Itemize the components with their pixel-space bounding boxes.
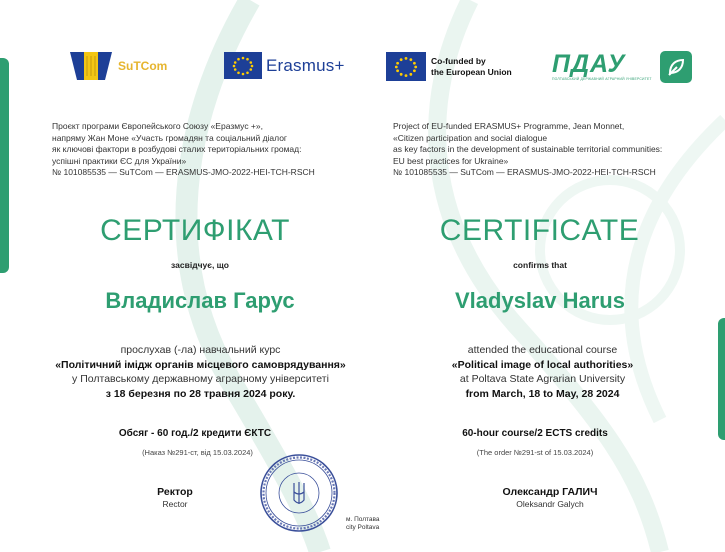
university-line-en: at Poltava State Agrarian University	[459, 373, 626, 385]
university-seal-stamp	[258, 452, 340, 534]
course-dates-ua: з 18 березня по 28 травня 2024 року.	[105, 387, 296, 400]
project-en-line: EU best practices for Ukraine»	[393, 155, 509, 166]
course-title-en: «Political image of local authorities»	[451, 358, 634, 371]
eu-flag-icon	[386, 52, 426, 81]
recipient-name-en: Vladyslav Harus	[455, 288, 625, 313]
signatory-name: Олександр ГАЛИЧ	[502, 486, 598, 498]
course-block-en	[400, 343, 685, 401]
sutcom-emblem-icon	[70, 50, 112, 82]
certificate-heading-en: CERTIFICATE	[439, 214, 640, 247]
pdau-wordmark: ПДАУ	[552, 50, 626, 78]
cofunded-label	[431, 56, 512, 78]
sutcom-label: SuTCom	[118, 59, 168, 73]
project-description-en	[393, 121, 723, 179]
right-edge-accent	[718, 318, 725, 440]
project-ua-line: успішні практики ЄС для України»	[52, 155, 187, 166]
project-en-line: № 101085535 — SuTCom — ERASMUS-JMO-2022-HEI-TCH-RSCH	[393, 167, 656, 178]
project-en-line: «Citizen participation and social dialogue	[393, 132, 548, 143]
project-ua-line: напряму Жан Моне «Участь громадян та соціальний діалог	[52, 132, 288, 143]
stamp-city-label	[346, 516, 380, 532]
erasmus-logo	[224, 52, 345, 79]
signature-block-ua	[140, 486, 210, 509]
pdau-logo	[552, 51, 692, 83]
project-ua-line: Проєкт програми Європейського Союзу «Еразмус +»,	[52, 121, 263, 131]
order-ua: (Наказ №291-ст, від 15.03.2024)	[142, 448, 253, 457]
cofunded-line-1: Co-funded by	[431, 55, 486, 66]
left-edge-accent	[0, 58, 9, 273]
sutcom-logo	[70, 50, 167, 82]
signature-block-en	[480, 486, 620, 509]
course-title-ua: «Політичний імідж органів місцевого самоврядування»	[55, 358, 346, 371]
eu-flag-icon	[224, 52, 262, 79]
certificate-heading-ua: СЕРТИФІКАТ	[100, 214, 290, 247]
order-en: (The order №291-st of 15.03.2024)	[476, 448, 594, 457]
credits-en: 60-hour course/2 ECTS credits	[462, 428, 608, 439]
leaf-icon	[660, 51, 692, 83]
project-en-line: Project of EU-funded ERASMUS+ Programme, Jean Monnet,	[393, 121, 625, 131]
confirms-label-ua: засвідчує, що	[171, 260, 229, 270]
confirms-label-en: confirms that	[513, 260, 567, 270]
course-dates-en: from March, 18 to May, 28 2024	[465, 387, 620, 400]
signatory-name-en: Oleksandr Galych	[516, 499, 584, 509]
pdau-subtitle: ПОЛТАВСЬКИЙ ДЕРЖАВНИЙ АГРАРНИЙ УНІВЕРСИТЕТ	[552, 77, 652, 81]
credits-ua: Обсяг - 60 год./2 кредити ЄКТС	[118, 428, 272, 439]
signatory-title-en: Rector	[162, 499, 188, 509]
project-ua-line: як ключові фактори в розбудові сталих територіальних громад:	[52, 144, 302, 155]
project-description-ua	[52, 121, 362, 179]
stamp-city-en: city Poltava	[346, 524, 380, 531]
project-ua-line: № 101085535 — SuTCom — ERASMUS-JMO-2022-HEI-TCH-RSCH	[52, 167, 315, 178]
recipient-name-ua: Владислав Гарус	[105, 288, 295, 313]
signatory-title: Ректор	[157, 486, 193, 498]
erasmus-label: Erasmus+	[266, 55, 345, 75]
project-en-line: as key factors in the development of sustainable territorial communities:	[393, 144, 663, 155]
course-intro-ua: прослухав (-ла) навчальний курс	[120, 344, 281, 356]
course-block-ua	[28, 343, 373, 401]
course-intro-en: attended the educational course	[467, 344, 618, 356]
cofunded-eu-logo	[386, 52, 512, 81]
stamp-city-ua: м. Полтава	[346, 516, 380, 523]
university-line-ua: у Полтавському державному аграрному університеті	[72, 373, 329, 385]
cofunded-line-2: the European Union	[431, 66, 512, 77]
